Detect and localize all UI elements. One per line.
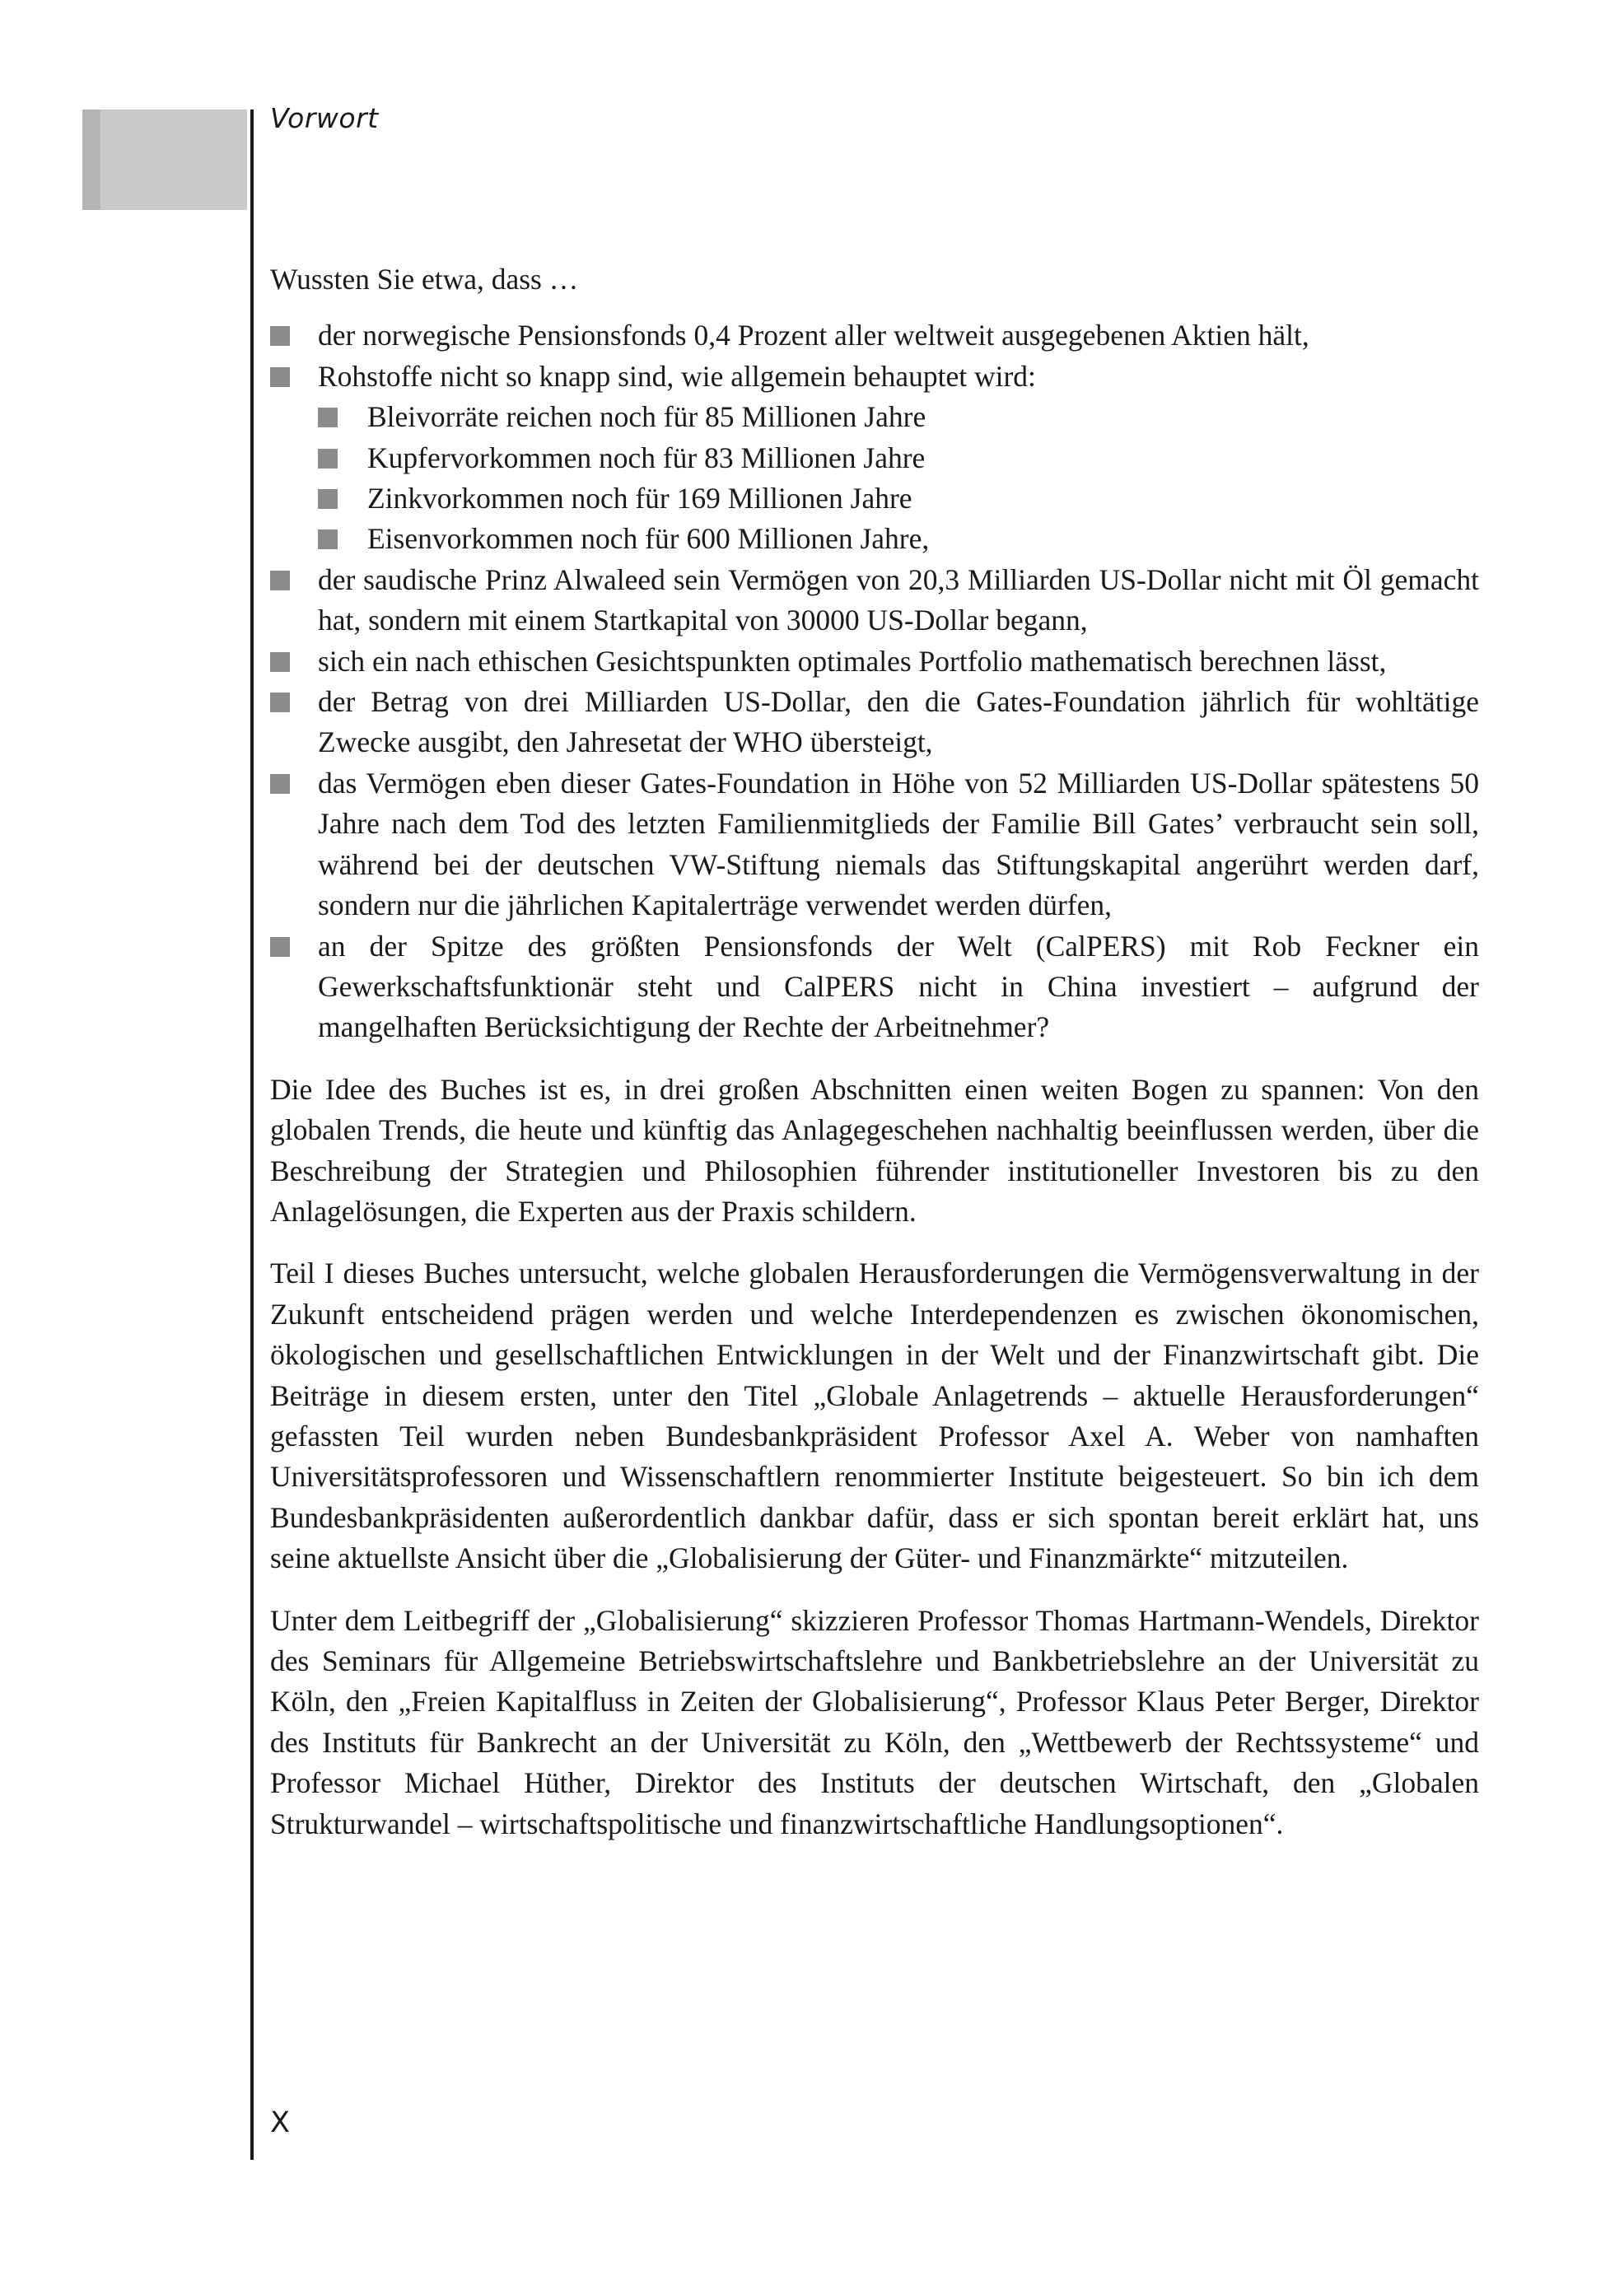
square-bullet-icon (270, 571, 290, 590)
sub-list-item: Bleivorräte reichen noch für 85 Millionen Jahre (318, 397, 1479, 437)
sub-list (318, 397, 1479, 560)
square-bullet-icon (318, 489, 338, 509)
list-item: an der Spitze des größten Pensionsfonds der Welt (CalPERS) mit Rob Feckner ein Gewerkschaftsfunktionär steht und CalPERS nicht in China investiert – aufgrund der mangelhaften Berücksichtigung der Rechte der Arbeitnehmer? (270, 926, 1479, 1048)
square-bullet-icon (270, 692, 290, 712)
square-bullet-icon (318, 408, 338, 427)
square-bullet-icon (270, 774, 290, 794)
page-number: X (270, 2106, 290, 2139)
page-body (270, 259, 1479, 1844)
intro-line: Wussten Sie etwa, dass … (270, 263, 579, 296)
running-title: Vorwort (270, 102, 379, 134)
list-item: der saudische Prinz Alwaleed sein Vermögen von 20,3 Milliarden US-Dollar nicht mit Öl gemacht hat, sondern mit einem Startkapital von 30000 US-Dollar begann, (270, 560, 1479, 641)
square-bullet-icon (270, 652, 290, 672)
list-item: das Vermögen eben dieser Gates-Foundation in Höhe von 52 Milliarden US-Dollar spätestens 50 Jahre nach dem Tod des letzten Familienmitglieds der Familie Bill Gates’ verbraucht sein soll, während bei der deutschen VW-Stiftung niemals das Stiftungskapital angerührt werden darf, sondern nur die jährlichen Kapitalerträge verwendet werden dürfen, (270, 763, 1479, 926)
fact-list (270, 315, 1479, 1047)
list-item: der Betrag von drei Milliarden US-Dollar, den die Gates-Foundation jährlich für wohltätige Zwecke ausgibt, den Jahresetat der WHO übersteigt, (270, 682, 1479, 763)
list-item: Rohstoffe nicht so knapp sind, wie allgemein behauptet wird: Bleivorräte reichen noch für 85 Millionen Jahre Kupfervorkommen noch für 83 Millionen Jahre Zinkvorkommen noch für 169 Millionen Jahre Eisenvorkommen noch für 600 Millionen Jahre, (270, 357, 1479, 560)
paragraph: Unter dem Leitbegriff der „Globalisierung“ skizzieren Professor Thomas Hartmann-Wendels, Direktor des Seminars für Allgemeine Betriebswirtschaftslehre und Bankbetriebslehre an der Universität zu Köln, den „Freien Kapitalfluss in Zeiten der Globalisierung“, Professor Klaus Peter Berger, Direktor des Instituts für Bankrecht an der Universität zu Köln, den „Wettbewerb der Rechtssysteme“ und Professor Michael Hüther, Direktor des Instituts der deutschen Wirtschaft, den „Globalen Strukturwandel – wirtschaftspolitische und finanzwirtschaftliche Handlungsoptionen“. (270, 1603, 1479, 1840)
paragraph: Die Idee des Buches ist es, in drei großen Abschnitten einen weiten Bogen zu spannen: Von den globalen Trends, die heute und künftig das Anlagegeschehen nachhaltig beeinflussen werden, über die Beschreibung der Strategien und Philosophien führender institutioneller Investoren bis zu den Anlagelösungen, die Experten aus der Praxis schildern. (270, 1072, 1479, 1228)
square-bullet-icon (270, 937, 290, 957)
chapter-tab-marker (82, 110, 247, 210)
sub-list-item: Kupfervorkommen noch für 83 Millionen Jahre (318, 438, 1479, 478)
square-bullet-icon (270, 326, 290, 346)
list-item: der norwegische Pensionsfonds 0,4 Prozent aller weltweit ausgegebenen Aktien hält, (270, 315, 1479, 356)
square-bullet-icon (318, 449, 338, 469)
paragraph: Teil I dieses Buches untersucht, welche globalen Herausforderungen die Vermögensverwaltung in der Zukunft entscheidend prägen werden und welche Interdependenzen es zwischen ökonomischen, ökologischen und gesellschaftlichen Entwicklungen in der Welt und der Finanzwirtschaft gibt. Die Beiträge in diesem ersten, unter den Titel „Globale Anlagetrends – aktuelle Herausforderungen“ gefassten Teil wurden neben Bundesbankpräsident Professor Axel A. Weber von namhaften Universitätsprofessoren und Wissenschaftlern renommierter Institute beigesteuert. So bin ich dem Bundesbankpräsidenten außerordentlich dankbar dafür, dass er sich spontan bereit erklärt hat, uns seine aktuellste Ansicht über die „Globalisierung der Güter- und Finanzmärkte“ mitzuteilen. (270, 1257, 1479, 1575)
square-bullet-icon (318, 529, 338, 549)
sub-list-item: Zinkvorkommen noch für 169 Millionen Jahre (318, 478, 1479, 519)
margin-rule (250, 110, 254, 2160)
sub-list-item: Eisenvorkommen noch für 600 Millionen Jahre, (318, 519, 1479, 559)
square-bullet-icon (270, 367, 290, 387)
list-item: sich ein nach ethischen Gesichtspunkten optimales Portfolio mathematisch berechnen lässt, (270, 641, 1479, 682)
